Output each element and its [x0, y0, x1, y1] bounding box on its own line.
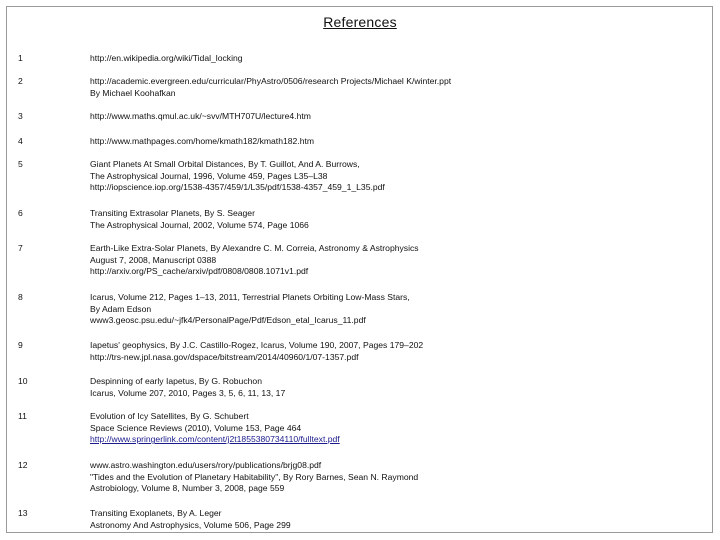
reference-number: 7 [18, 243, 23, 253]
reference-link[interactable]: http://en.wikipedia.org/wiki/Tidal_locking [90, 53, 243, 63]
reference-text: Transiting Exoplanets, By A. Leger [90, 508, 222, 518]
reference-number: 10 [18, 376, 28, 386]
reference-link[interactable]: http://trs-new.jpl.nasa.gov/dspace/bitstream/2014/40960/1/07-1357.pdf [90, 351, 359, 362]
reference-number: 8 [18, 292, 23, 302]
page-title: References [323, 14, 397, 30]
reference-number: 1 [18, 53, 23, 63]
reference-text: Icarus, Volume 212, Pages 1–13, 2011, Terrestrial Planets Orbiting Low-Mass Stars, [90, 292, 410, 302]
reference-link[interactable]: http://www.springerlink.com/content/j2t1855380734110/fulltext.pdf [90, 434, 340, 445]
reference-number: 11 [18, 411, 27, 421]
reference-text: The Astrophysical Journal, 1996, Volume 459, Pages L35–L38 [90, 170, 328, 181]
reference-number: 2 [18, 76, 23, 86]
reference-link[interactable]: http://arxiv.org/PS_cache/arxiv/pdf/0808/0808.1071v1.pdf [90, 266, 309, 277]
reference-text: By Adam Edson [90, 303, 152, 314]
reference-link[interactable]: http://www.mathpages.com/home/kmath182/kmath182.htm [90, 136, 315, 146]
reference-link[interactable]: http://academic.evergreen.edu/curricular/PhyAstro/0506/research Projects/Michael K/winter.ppt [90, 76, 452, 86]
reference-text: Earth-Like Extra-Solar Planets, By Alexandre C. M. Correia, Astronomy & Astrophysics [90, 243, 419, 253]
reference-text: August 7, 2008, Manuscript 0388 [90, 254, 217, 265]
reference-text: Astrobiology, Volume 8, Number 3, 2008, page 559 [90, 483, 285, 494]
reference-number: 9 [18, 340, 23, 350]
reference-text: The Astrophysical Journal, 2002, Volume 574, Page 1066 [90, 219, 309, 230]
reference-link[interactable]: http://www.maths.qmul.ac.uk/~svv/MTH707U/lecture4.htm [90, 111, 311, 121]
reference-link[interactable]: www.astro.washington.edu/users/rory/publications/brjg08.pdf [90, 460, 322, 470]
reference-text: Despinning of early Iapetus, By G. Robuchon [90, 376, 262, 386]
reference-number: 13 [18, 508, 28, 518]
reference-number: 5 [18, 159, 23, 169]
reference-link[interactable]: www3.geosc.psu.edu/~jfk4/PersonalPage/Pdf/Edson_etal_Icarus_11.pdf [90, 315, 366, 326]
reference-text: Iapetus' geophysics, By J.C. Castillo-Rogez, Icarus, Volume 190, 2007, Pages 179–202 [90, 340, 424, 350]
reference-number: 3 [18, 111, 23, 121]
reference-number: 6 [18, 208, 23, 218]
reference-text: Astronomy And Astrophysics, Volume 506, Page 299 [90, 519, 291, 530]
reference-number: 12 [18, 460, 28, 470]
reference-link[interactable]: http://iopscience.iop.org/1538-4357/459/1/L35/pdf/1538-4357_459_1_L35.pdf [90, 182, 385, 193]
reference-text: Transiting Extrasolar Planets, By S. Seager [90, 208, 255, 218]
reference-text: Giant Planets At Small Orbital Distances, By T. Guillot, And A. Burrows, [90, 159, 360, 169]
reference-text: Evolution of Icy Satellites, By G. Schubert [90, 411, 249, 421]
reference-text: Icarus, Volume 207, 2010, Pages 3, 5, 6, 11, 13, 17 [90, 387, 286, 398]
reference-number: 4 [18, 136, 23, 146]
reference-text: By Michael Koohafkan [90, 87, 176, 98]
reference-text: Space Science Reviews (2010), Volume 153, Page 464 [90, 422, 302, 433]
reference-text: "Tides and the Evolution of Planetary Habitability", By Rory Barnes, Sean N. Raymond [90, 471, 419, 482]
